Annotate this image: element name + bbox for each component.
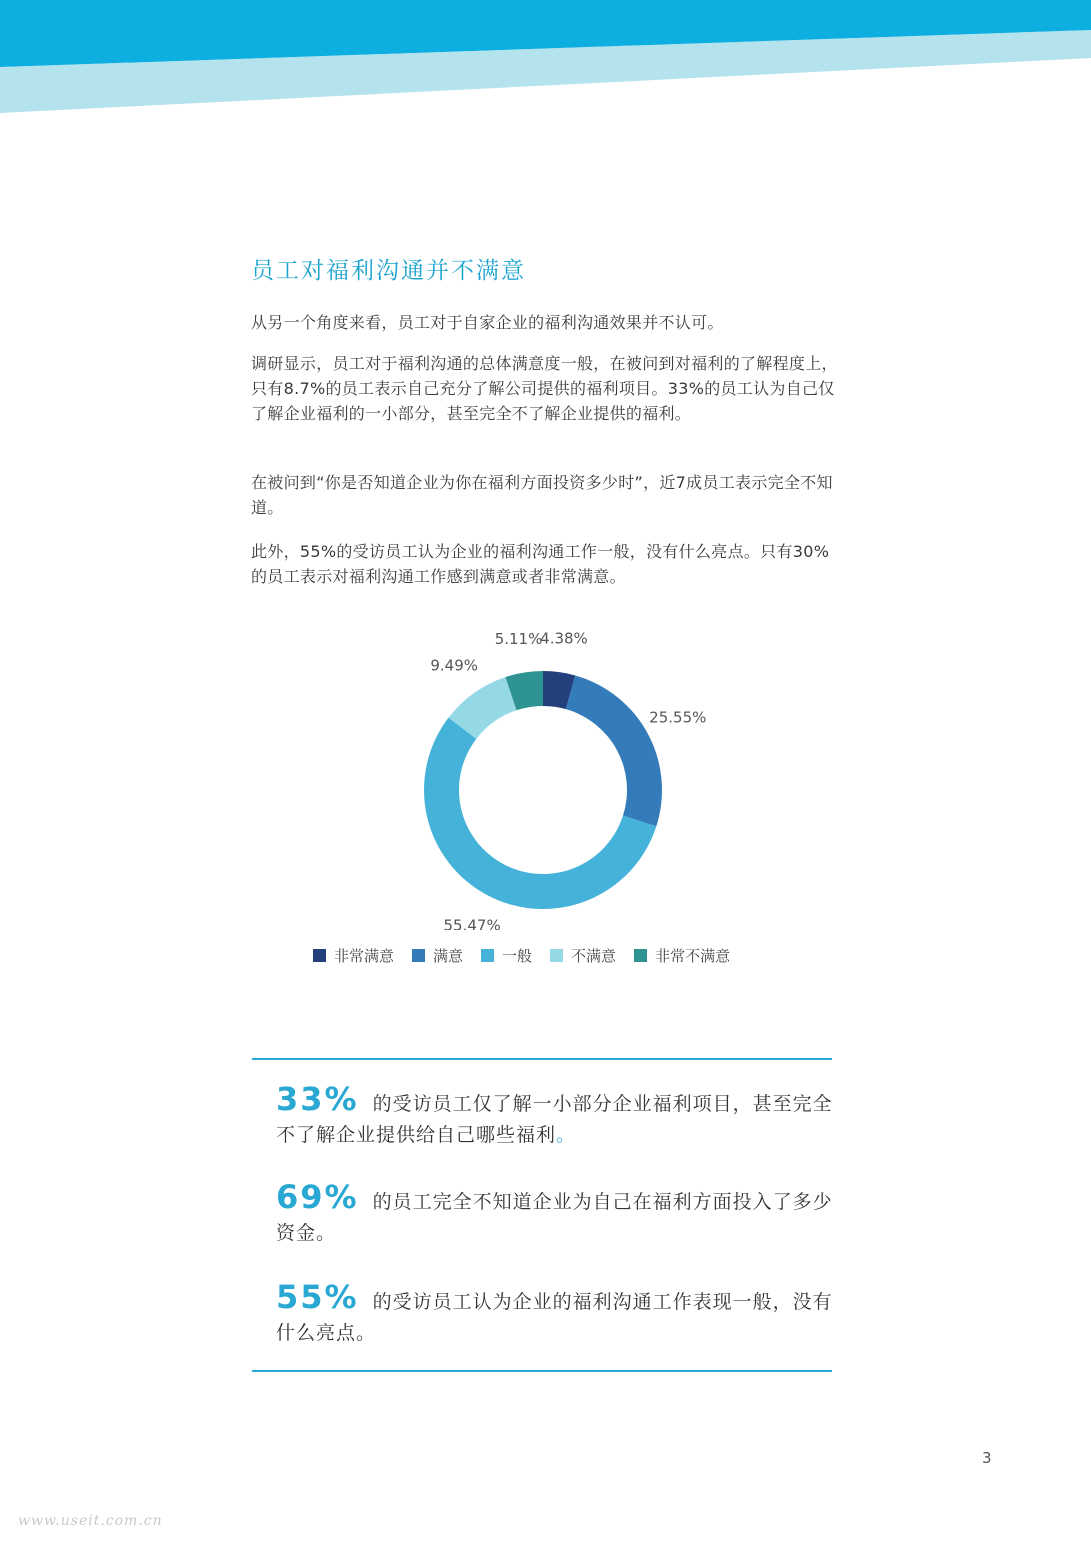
legend-item [550, 945, 616, 966]
donut-label-0: 4.38% [540, 630, 588, 648]
donut-label-2: 55.47% [443, 916, 501, 930]
stat-block [276, 1278, 836, 1349]
header-banner [0, 0, 1091, 120]
donut-label-4: 5.11% [494, 630, 543, 648]
legend-item [481, 945, 532, 966]
paragraph-satisfaction: 此外，55%的受访员工认为企业的福利沟通工作一般，没有什么亮点。只有30%的员工表示对福利沟通工作感到满意或者非常满意。 [251, 542, 830, 586]
legend-swatch [313, 949, 326, 962]
stat-number: 55% [276, 1278, 359, 1316]
legend-item [412, 945, 463, 966]
section-title: 员工对福利沟通并不满意 [251, 258, 526, 284]
stat-block [276, 1080, 836, 1151]
divider-bottom [252, 1370, 832, 1372]
donut-slice-1 [566, 675, 662, 826]
divider-top [252, 1058, 832, 1060]
stat-text: 的受访员工认为企业的福利沟通工作表现一般，没有什么亮点。 [276, 1291, 833, 1344]
legend-label: 非常满意 [334, 947, 395, 965]
page-number: 3 [982, 1449, 992, 1467]
chart-legend [313, 945, 748, 966]
stat-block [276, 1178, 836, 1249]
paragraph-survey: 调研显示，员工对于福利沟通的总体满意度一般，在被问到对福利的了解程度上，只有8.7%的员工表示自己充分了解公司提供的福利项目。33%的员工认为自己仅了解企业福利的一小部分，甚至完全不了解企业提供的福利。 [251, 354, 838, 423]
watermark: www.useit.com.cn [18, 1513, 163, 1529]
donut-label-1: 25.55% [649, 708, 707, 727]
legend-label: 满意 [433, 947, 464, 965]
paragraph-intro: 从另一个角度来看，员工对于自家企业的福利沟通效果并不认可。 [251, 313, 724, 332]
satisfaction-donut-chart [360, 630, 740, 930]
stat-number: 69% [276, 1178, 359, 1216]
stat-text: 的员工完全不知道企业为自己在福利方面投入了多少资金。 [276, 1191, 833, 1244]
stat-text: 的受访员工仅了解一小部分企业福利项目，甚至完全不了解企业提供给自己哪些福利 [276, 1093, 833, 1146]
legend-label: 非常不满意 [655, 947, 731, 965]
legend-label: 一般 [502, 947, 533, 965]
legend-swatch [550, 949, 563, 962]
legend-swatch [634, 949, 647, 962]
donut-label-3: 9.49% [430, 656, 479, 675]
legend-swatch [412, 949, 425, 962]
paragraph-investment: 在被问到“你是否知道企业为你在福利方面投资多少时”，近7成员工表示完全不知道。 [251, 473, 833, 517]
stat-number: 33% [276, 1080, 359, 1118]
legend-label: 不满意 [571, 947, 617, 965]
legend-item [313, 945, 394, 966]
legend-item [634, 945, 730, 966]
stat-end-mark: 。 [556, 1124, 577, 1146]
legend-swatch [481, 949, 494, 962]
